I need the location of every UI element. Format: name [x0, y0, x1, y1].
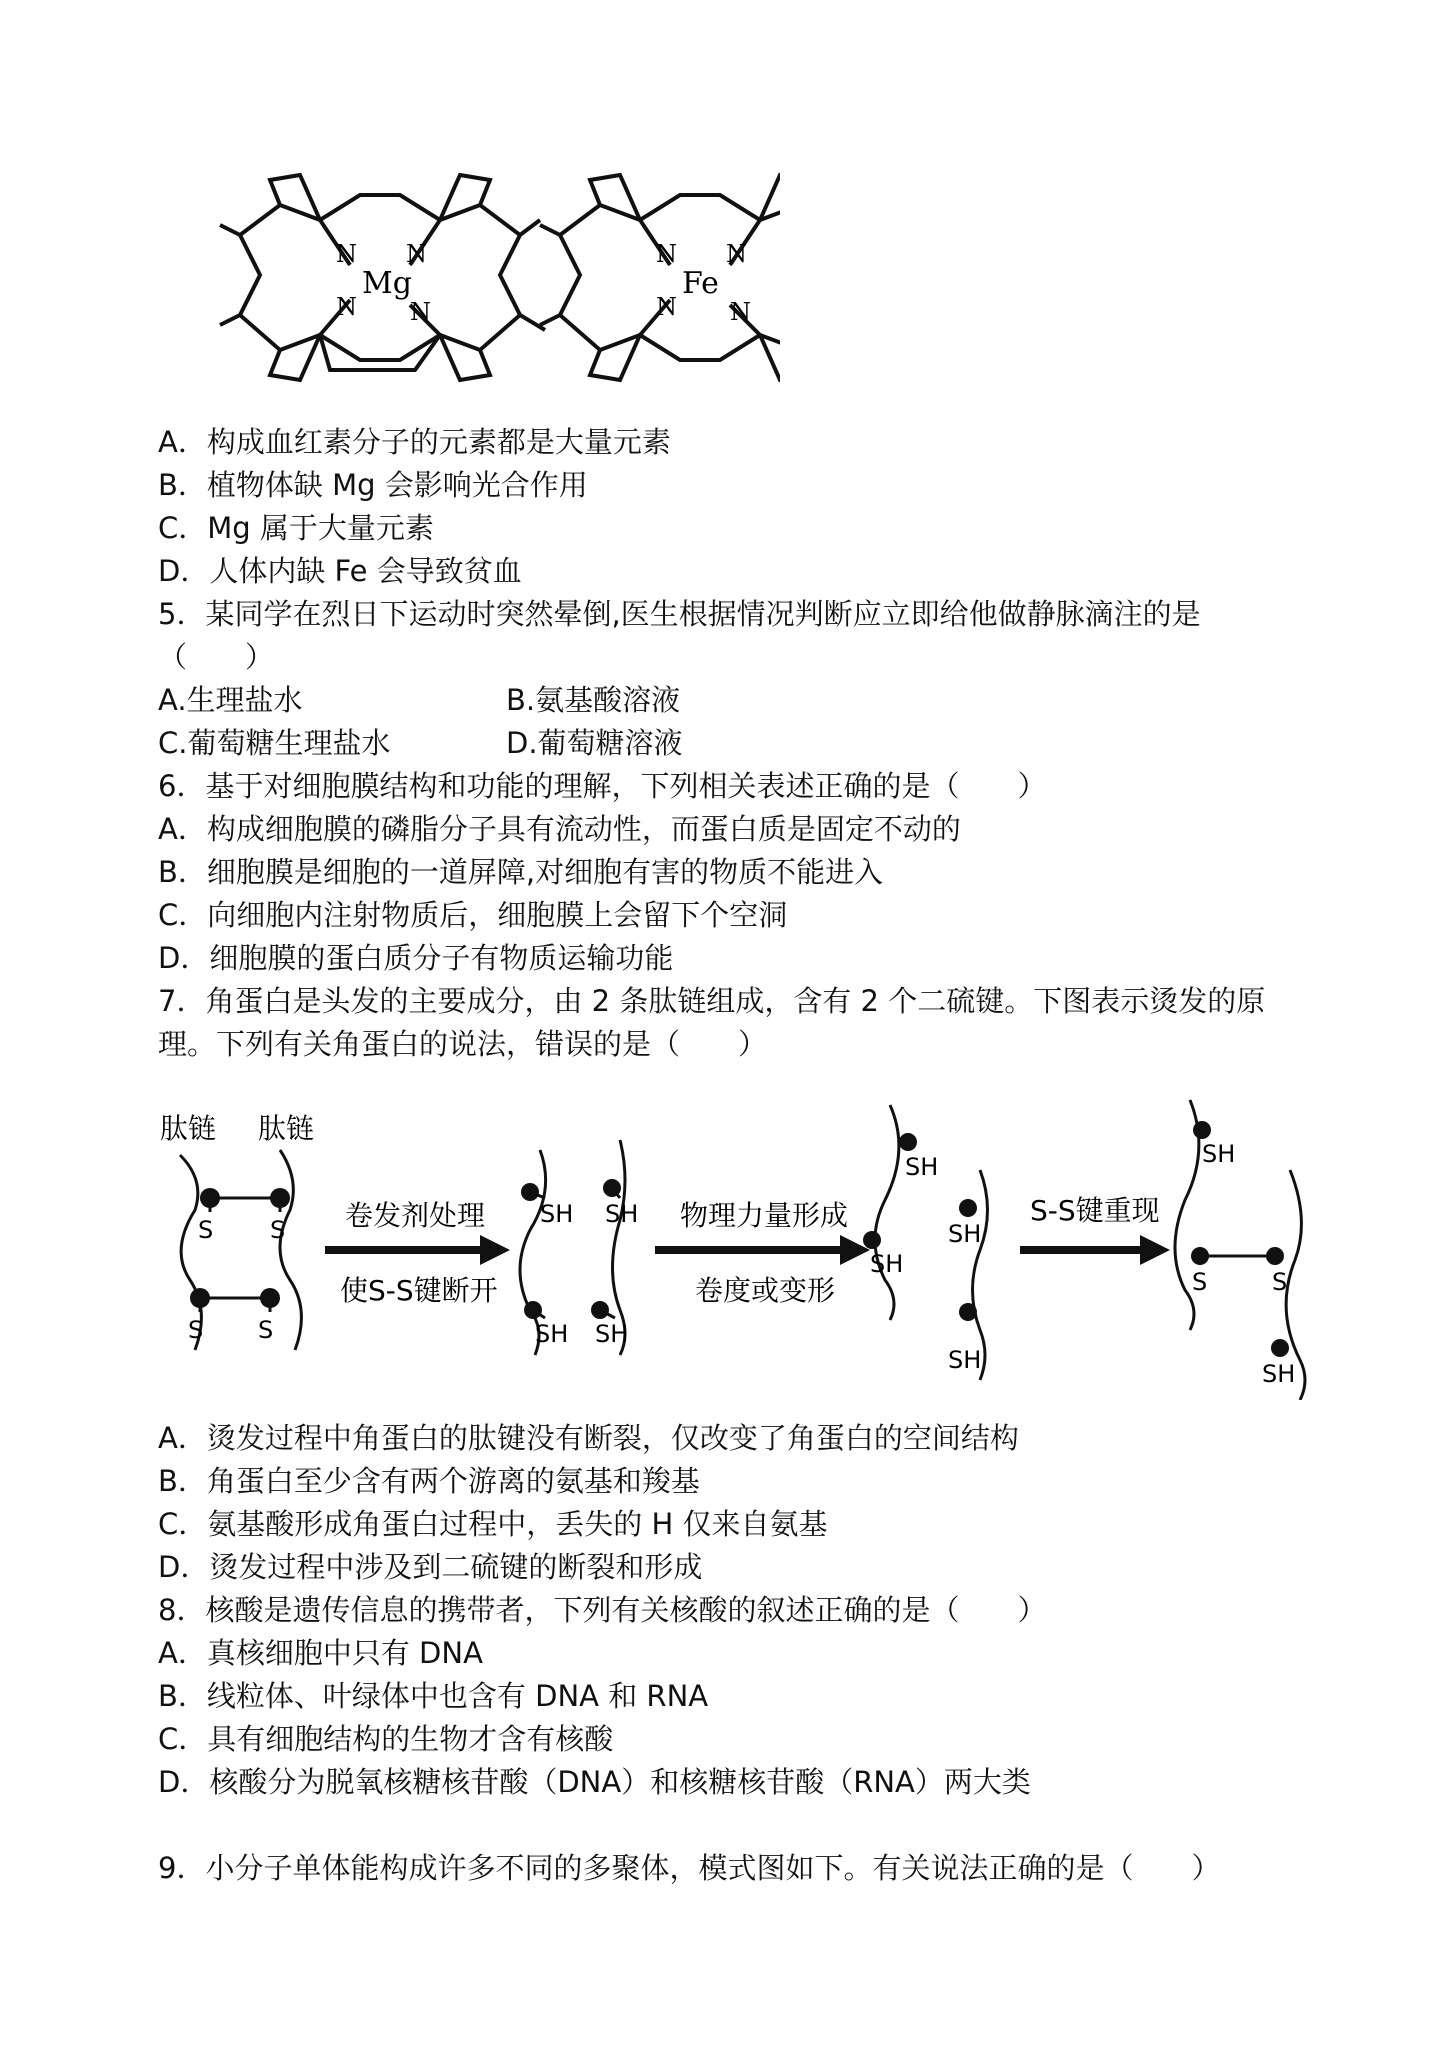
q8-option-c: C．具有细胞结构的生物才含有核酸 — [158, 1722, 614, 1756]
s-label: S — [270, 1216, 286, 1244]
arrow1-top-label: 卷发剂处理 — [345, 1199, 486, 1232]
q8-option-a: A．真核细胞中只有 DNA — [158, 1636, 483, 1670]
q5-option-d: D.葡萄糖溶液 — [506, 726, 683, 760]
q6-option-c: C．向细胞内注射物质后，细胞膜上会留下个空洞 — [158, 898, 788, 932]
sh-label: SH — [595, 1320, 629, 1348]
porphyrin-figure — [200, 165, 780, 395]
arrow2-top-label: 物理力量形成 — [680, 1199, 849, 1232]
sh-label: SH — [1262, 1360, 1296, 1388]
sh-label: SH — [870, 1250, 904, 1278]
s-label: S — [1192, 1268, 1208, 1296]
chain-label-1: 肽链 — [160, 1112, 217, 1145]
q8-stem: 8．核酸是遗传信息的携带者，下列有关核酸的叙述正确的是（ ） — [158, 1593, 1047, 1627]
arrow1-bottom-label: 使S-S键断开 — [340, 1274, 498, 1307]
sh-label: SH — [905, 1153, 939, 1181]
sh-label: SH — [605, 1200, 639, 1228]
q7-option-a: A．烫发过程中角蛋白的肽键没有断裂，仅改变了角蛋白的空间结构 — [158, 1421, 1019, 1455]
s-label: S — [258, 1316, 274, 1344]
arrow2-bottom-label: 卷度或变形 — [695, 1274, 836, 1307]
q7-option-c: C．氨基酸形成角蛋白过程中，丢失的 H 仅来自氨基 — [158, 1507, 828, 1541]
s-label: S — [1272, 1268, 1288, 1296]
n-label: N — [406, 240, 427, 268]
chain-label-2: 肽链 — [258, 1112, 315, 1145]
arrow-1 — [325, 1235, 510, 1265]
sh-label: SH — [540, 1200, 574, 1228]
q6-stem: 6．基于对细胞膜结构和功能的理解，下列相关表述正确的是（ ） — [158, 769, 1047, 803]
sh-label: SH — [948, 1220, 982, 1248]
s-label: S — [188, 1316, 204, 1344]
q7-option-b: B．角蛋白至少含有两个游离的氨基和羧基 — [158, 1464, 700, 1498]
q5-stem: 5．某同学在烈日下运动时突然晕倒,医生根据情况判断应立即给他做静脉滴注的是 — [158, 597, 1201, 631]
q5-option-c: C.葡萄糖生理盐水 — [158, 726, 391, 760]
n-label: N — [410, 298, 431, 326]
q6-option-a: A．构成细胞膜的磷脂分子具有流动性，而蛋白质是固定不动的 — [158, 812, 961, 846]
q5-option-a: A.生理盐水 — [158, 683, 303, 717]
q4-option-a: A．构成血红素分子的元素都是大量元素 — [158, 425, 671, 459]
q7-stem-line1: 7．角蛋白是头发的主要成分，由 2 条肽链组成，含有 2 个二硫键。下图表示烫发的原 — [158, 984, 1266, 1018]
q8-option-b: B．线粒体、叶绿体中也含有 DNA 和 RNA — [158, 1679, 709, 1713]
n-label: N — [730, 298, 751, 326]
n-label: N — [336, 240, 357, 268]
mg-label: Mg — [362, 266, 412, 301]
q6-option-d: D．细胞膜的蛋白质分子有物质运输功能 — [158, 941, 674, 975]
sh-label: SH — [1202, 1140, 1236, 1168]
fe-label: Fe — [682, 266, 719, 301]
heme-ring — [540, 175, 780, 380]
sh-label: SH — [948, 1346, 982, 1374]
q4-option-c: C．Mg 属于大量元素 — [158, 511, 434, 545]
s-label: S — [198, 1216, 214, 1244]
perm-diagram — [150, 1080, 1330, 1400]
q4-option-d: D．人体内缺 Fe 会导致贫血 — [158, 554, 522, 588]
q5-paren: （ ） — [158, 640, 275, 674]
n-label: N — [656, 293, 677, 321]
arrow3-top-label: S-S键重现 — [1030, 1194, 1160, 1227]
q5-option-b: B.氨基酸溶液 — [506, 683, 681, 717]
q8-option-d: D．核酸分为脱氧核糖核苷酸（DNA）和核糖核苷酸（RNA）两大类 — [158, 1765, 1031, 1799]
sh-label: SH — [535, 1320, 569, 1348]
n-label: N — [336, 293, 357, 321]
q9-stem: 9．小分子单体能构成许多不同的多聚体，模式图如下。有关说法正确的是（ ） — [158, 1851, 1221, 1885]
q6-option-b: B．细胞膜是细胞的一道屏障,对细胞有害的物质不能进入 — [158, 855, 884, 889]
n-label: N — [656, 240, 677, 268]
arrow-2 — [655, 1235, 870, 1265]
q4-option-b: B．植物体缺 Mg 会影响光合作用 — [158, 468, 588, 502]
n-label: N — [726, 240, 747, 268]
q7-stem-line2: 理。下列有关角蛋白的说法，错误的是（ ） — [158, 1027, 768, 1061]
q7-option-d: D．烫发过程中涉及到二硫键的断裂和形成 — [158, 1550, 703, 1584]
arrow-3 — [1020, 1235, 1170, 1265]
